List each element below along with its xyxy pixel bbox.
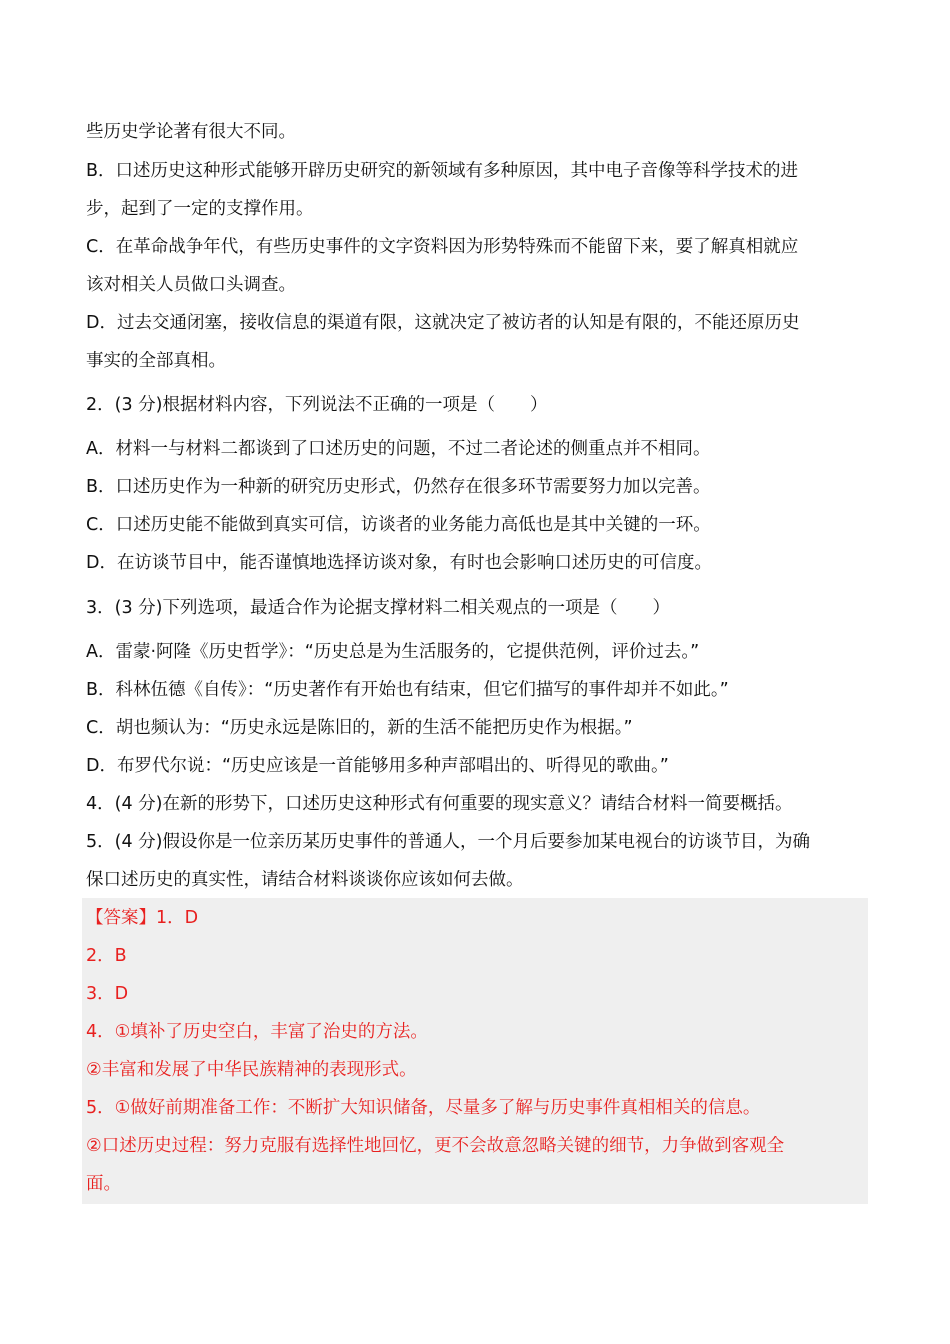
q3-option-a: A．雷蒙·阿隆《历史哲学》：“历史总是为生活服务的，它提供范例，评价过去。” (86, 642, 700, 662)
q5-stem: 5．(4 分)假设你是一位亲历某历史事件的普通人，一个月后要参加某电视台的访谈节目，为确 (86, 832, 810, 852)
q1-option-a-tail: 些历史学论著有很大不同。 (86, 122, 296, 142)
answer-3: 3．D (86, 984, 129, 1004)
q4-stem: 4．(4 分)在新的形势下，口述历史这种形式有何重要的现实意义？请结合材料一简要概括。 (86, 794, 793, 814)
q5-stem-cont: 保口述历史的真实性，请结合材料谈谈你应该如何去做。 (86, 870, 524, 890)
q3-option-c: C．胡也频认为：“历史永远是陈旧的，新的生活不能把历史作为根据。” (86, 718, 633, 738)
q1-option-d: D．过去交通闭塞，接收信息的渠道有限，这就决定了被访者的认知是有限的，不能还原历史 (86, 313, 800, 333)
q1-option-b-cont: 步，起到了一定的支撑作用。 (86, 199, 314, 219)
answer-2: 2．B (86, 946, 127, 966)
answer-5-point-2-cont: 面。 (86, 1174, 121, 1194)
q3-option-b: B．科林伍德《自传》：“历史著作有开始也有结束，但它们描写的事件却并不如此。” (86, 680, 729, 700)
q2-option-c: C．口述历史能不能做到真实可信，访谈者的业务能力高低也是其中关键的一环。 (86, 515, 711, 535)
q1-option-b: B．口述历史这种形式能够开辟历史研究的新领域有多种原因，其中电子音像等科学技术的进 (86, 161, 799, 181)
answer-5-point-1: 5．①做好前期准备工作：不断扩大知识储备，尽量多了解与历史事件真相相关的信息。 (86, 1098, 761, 1118)
q1-option-c-cont: 该对相关人员做口头调查。 (86, 275, 296, 295)
q2-option-a: A．材料一与材料二都谈到了口述历史的问题，不过二者论述的侧重点并不相同。 (86, 439, 711, 459)
answer-4-point-1: 4．①填补了历史空白，丰富了治史的方法。 (86, 1022, 428, 1042)
q2-option-d: D．在访谈节目中，能否谨慎地选择访谈对象，有时也会影响口述历史的可信度。 (86, 553, 712, 573)
answer-5-point-2: ②口述历史过程：努力克服有选择性地回忆，更不会故意忽略关键的细节，力争做到客观全 (86, 1136, 785, 1156)
q2-option-b: B．口述历史作为一种新的研究历史形式，仍然存在很多环节需要努力加以完善。 (86, 477, 711, 497)
answer-4-point-2: ②丰富和发展了中华民族精神的表现形式。 (86, 1060, 417, 1080)
q3-stem: 3．(3 分)下列选项，最适合作为论据支撑材料二相关观点的一项是（ ） (86, 598, 670, 618)
q3-option-d: D．布罗代尔说：“历史应该是一首能够用多种声部唱出的、听得见的歌曲。” (86, 756, 669, 776)
q2-stem: 2．(3 分)根据材料内容，下列说法不正确的一项是（ ） (86, 395, 548, 415)
q1-option-c: C．在革命战争年代，有些历史事件的文字资料因为形势特殊而不能留下来，要了解真相就应 (86, 237, 799, 257)
q1-option-d-cont: 事实的全部真相。 (86, 351, 226, 371)
answer-1: 【答案】1．D (86, 908, 199, 928)
